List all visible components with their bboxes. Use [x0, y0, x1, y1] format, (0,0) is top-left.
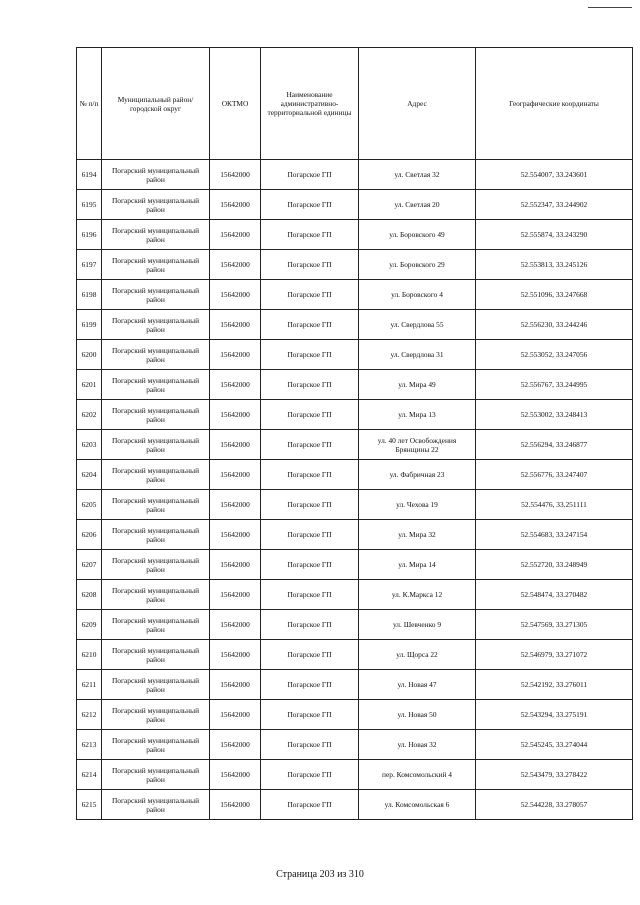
address-cell: ул. Мира 13: [359, 400, 476, 430]
coordinates-cell: 52.554007, 33.243601: [476, 160, 633, 190]
header-district: Муниципальный район/городской округ: [102, 48, 210, 160]
row-number: 6197: [77, 250, 102, 280]
district-cell: Погарский муниципальный район: [102, 160, 210, 190]
oktmo-cell: 15642000: [210, 760, 261, 790]
oktmo-cell: 15642000: [210, 520, 261, 550]
table-row: [77, 280, 633, 310]
district-cell: Погарский муниципальный район: [102, 670, 210, 700]
coordinates-cell: 52.546979, 33.271072: [476, 640, 633, 670]
row-number: 6213: [77, 730, 102, 760]
oktmo-cell: 15642000: [210, 610, 261, 640]
oktmo-cell: 15642000: [210, 700, 261, 730]
admin-unit-cell: Погарское ГП: [261, 700, 359, 730]
oktmo-cell: 15642000: [210, 340, 261, 370]
coordinates-cell: 52.547569, 33.271305: [476, 610, 633, 640]
top-corner-rule: [588, 7, 632, 8]
address-cell: ул. Мира 49: [359, 370, 476, 400]
address-cell: ул. К.Маркса 12: [359, 580, 476, 610]
coordinates-cell: 52.555874, 33.243290: [476, 220, 633, 250]
table-row: [77, 730, 633, 760]
row-number: 6207: [77, 550, 102, 580]
address-cell: ул. Светлая 32: [359, 160, 476, 190]
address-cell: ул. Новая 32: [359, 730, 476, 760]
table-row: [77, 370, 633, 400]
header-address: Адрес: [359, 48, 476, 160]
admin-unit-cell: Погарское ГП: [261, 520, 359, 550]
table-row: [77, 670, 633, 700]
admin-unit-cell: Погарское ГП: [261, 220, 359, 250]
header-admin-unit: Наименование административно-территориальной единицы: [261, 48, 359, 160]
row-number: 6194: [77, 160, 102, 190]
row-number: 6200: [77, 340, 102, 370]
table-row: [77, 490, 633, 520]
address-cell: пер. Комсомольский 4: [359, 760, 476, 790]
district-cell: Погарский муниципальный район: [102, 520, 210, 550]
coordinates-cell: 52.556294, 33.246877: [476, 430, 633, 460]
coordinates-cell: 52.545245, 33.274044: [476, 730, 633, 760]
table-row: [77, 520, 633, 550]
page-number: Страница 203 из 310: [276, 869, 364, 880]
oktmo-cell: 15642000: [210, 490, 261, 520]
district-cell: Погарский муниципальный район: [102, 400, 210, 430]
coordinates-cell: 52.544228, 33.278057: [476, 790, 633, 820]
oktmo-cell: 15642000: [210, 160, 261, 190]
admin-unit-cell: Погарское ГП: [261, 400, 359, 430]
table-row: [77, 340, 633, 370]
admin-unit-cell: Погарское ГП: [261, 670, 359, 700]
row-number: 6196: [77, 220, 102, 250]
row-number: 6199: [77, 310, 102, 340]
address-cell: ул. Боровского 29: [359, 250, 476, 280]
row-number: 6215: [77, 790, 102, 820]
oktmo-cell: 15642000: [210, 790, 261, 820]
district-cell: Погарский муниципальный район: [102, 460, 210, 490]
admin-unit-cell: Погарское ГП: [261, 190, 359, 220]
coordinates-cell: 52.556776, 33.247407: [476, 460, 633, 490]
admin-unit-cell: Погарское ГП: [261, 430, 359, 460]
coordinates-cell: 52.551096, 33.247668: [476, 280, 633, 310]
header-coordinates: Географические координаты: [476, 48, 633, 160]
table-row: [77, 220, 633, 250]
oktmo-cell: 15642000: [210, 730, 261, 760]
district-cell: Погарский муниципальный район: [102, 370, 210, 400]
table-row: [77, 190, 633, 220]
address-cell: ул. Мира 32: [359, 520, 476, 550]
coordinates-cell: 52.553052, 33.247056: [476, 340, 633, 370]
admin-unit-cell: Погарское ГП: [261, 310, 359, 340]
table-body: [77, 160, 633, 820]
address-cell: ул. Боровского 4: [359, 280, 476, 310]
address-cell: ул. Фабричная 23: [359, 460, 476, 490]
district-cell: Погарский муниципальный район: [102, 490, 210, 520]
oktmo-cell: 15642000: [210, 250, 261, 280]
registry-table: [76, 47, 633, 820]
oktmo-cell: 15642000: [210, 310, 261, 340]
admin-unit-cell: Погарское ГП: [261, 460, 359, 490]
oktmo-cell: 15642000: [210, 640, 261, 670]
address-cell: ул. Свердлова 55: [359, 310, 476, 340]
address-cell: ул. Свердлова 31: [359, 340, 476, 370]
row-number: 6195: [77, 190, 102, 220]
address-cell: ул. 40 лет Освобождения Брянщины 22: [359, 430, 476, 460]
oktmo-cell: 15642000: [210, 220, 261, 250]
table-row: [77, 580, 633, 610]
row-number: 6212: [77, 700, 102, 730]
coordinates-cell: 52.556230, 33.244246: [476, 310, 633, 340]
table-row: [77, 160, 633, 190]
district-cell: Погарский муниципальный район: [102, 190, 210, 220]
admin-unit-cell: Погарское ГП: [261, 760, 359, 790]
address-cell: ул. Чехова 19: [359, 490, 476, 520]
admin-unit-cell: Погарское ГП: [261, 160, 359, 190]
table-row: [77, 310, 633, 340]
row-number: 6203: [77, 430, 102, 460]
header-number: № п/п: [77, 48, 102, 160]
row-number: 6204: [77, 460, 102, 490]
admin-unit-cell: Погарское ГП: [261, 490, 359, 520]
admin-unit-cell: Погарское ГП: [261, 790, 359, 820]
header-row: [77, 48, 633, 160]
admin-unit-cell: Погарское ГП: [261, 550, 359, 580]
row-number: 6214: [77, 760, 102, 790]
oktmo-cell: 15642000: [210, 460, 261, 490]
oktmo-cell: 15642000: [210, 670, 261, 700]
coordinates-cell: 52.543479, 33.278422: [476, 760, 633, 790]
table-header: [77, 48, 633, 160]
district-cell: Погарский муниципальный район: [102, 640, 210, 670]
district-cell: Погарский муниципальный район: [102, 280, 210, 310]
district-cell: Погарский муниципальный район: [102, 340, 210, 370]
address-cell: ул. Новая 47: [359, 670, 476, 700]
address-cell: ул. Комсомольская 6: [359, 790, 476, 820]
admin-unit-cell: Погарское ГП: [261, 340, 359, 370]
address-cell: ул. Боровского 49: [359, 220, 476, 250]
address-cell: ул. Мира 14: [359, 550, 476, 580]
row-number: 6208: [77, 580, 102, 610]
row-number: 6202: [77, 400, 102, 430]
admin-unit-cell: Погарское ГП: [261, 610, 359, 640]
coordinates-cell: 52.542192, 33.276011: [476, 670, 633, 700]
district-cell: Погарский муниципальный район: [102, 790, 210, 820]
row-number: 6209: [77, 610, 102, 640]
admin-unit-cell: Погарское ГП: [261, 250, 359, 280]
oktmo-cell: 15642000: [210, 550, 261, 580]
table-row: [77, 400, 633, 430]
table-row: [77, 610, 633, 640]
table-row: [77, 640, 633, 670]
row-number: 6201: [77, 370, 102, 400]
table-row: [77, 790, 633, 820]
oktmo-cell: 15642000: [210, 430, 261, 460]
coordinates-cell: 52.554476, 33.251111: [476, 490, 633, 520]
row-number: 6206: [77, 520, 102, 550]
district-cell: Погарский муниципальный район: [102, 610, 210, 640]
address-cell: ул. Светлая 20: [359, 190, 476, 220]
oktmo-cell: 15642000: [210, 580, 261, 610]
table-row: [77, 700, 633, 730]
coordinates-cell: 52.552720, 33.248949: [476, 550, 633, 580]
district-cell: Погарский муниципальный район: [102, 700, 210, 730]
oktmo-cell: 15642000: [210, 370, 261, 400]
table-row: [77, 460, 633, 490]
row-number: 6210: [77, 640, 102, 670]
header-oktmo: ОКТМО: [210, 48, 261, 160]
coordinates-cell: 52.553813, 33.245126: [476, 250, 633, 280]
district-cell: Погарский муниципальный район: [102, 250, 210, 280]
address-cell: ул. Шевченко 9: [359, 610, 476, 640]
table-row: [77, 250, 633, 280]
district-cell: Погарский муниципальный район: [102, 730, 210, 760]
oktmo-cell: 15642000: [210, 190, 261, 220]
address-cell: ул. Новая 50: [359, 700, 476, 730]
admin-unit-cell: Погарское ГП: [261, 640, 359, 670]
district-cell: Погарский муниципальный район: [102, 550, 210, 580]
district-cell: Погарский муниципальный район: [102, 430, 210, 460]
admin-unit-cell: Погарское ГП: [261, 580, 359, 610]
coordinates-cell: 52.543294, 33.275191: [476, 700, 633, 730]
oktmo-cell: 15642000: [210, 400, 261, 430]
oktmo-cell: 15642000: [210, 280, 261, 310]
table-row: [77, 430, 633, 460]
coordinates-cell: 52.552347, 33.244902: [476, 190, 633, 220]
admin-unit-cell: Погарское ГП: [261, 370, 359, 400]
coordinates-cell: 52.548474, 33.270482: [476, 580, 633, 610]
address-cell: ул. Щорса 22: [359, 640, 476, 670]
row-number: 6205: [77, 490, 102, 520]
table-row: [77, 760, 633, 790]
row-number: 6198: [77, 280, 102, 310]
district-cell: Погарский муниципальный район: [102, 220, 210, 250]
row-number: 6211: [77, 670, 102, 700]
coordinates-cell: 52.556767, 33.244995: [476, 370, 633, 400]
admin-unit-cell: Погарское ГП: [261, 730, 359, 760]
admin-unit-cell: Погарское ГП: [261, 280, 359, 310]
district-cell: Погарский муниципальный район: [102, 760, 210, 790]
district-cell: Погарский муниципальный район: [102, 580, 210, 610]
coordinates-cell: 52.553002, 33.248413: [476, 400, 633, 430]
coordinates-cell: 52.554683, 33.247154: [476, 520, 633, 550]
table-row: [77, 550, 633, 580]
district-cell: Погарский муниципальный район: [102, 310, 210, 340]
